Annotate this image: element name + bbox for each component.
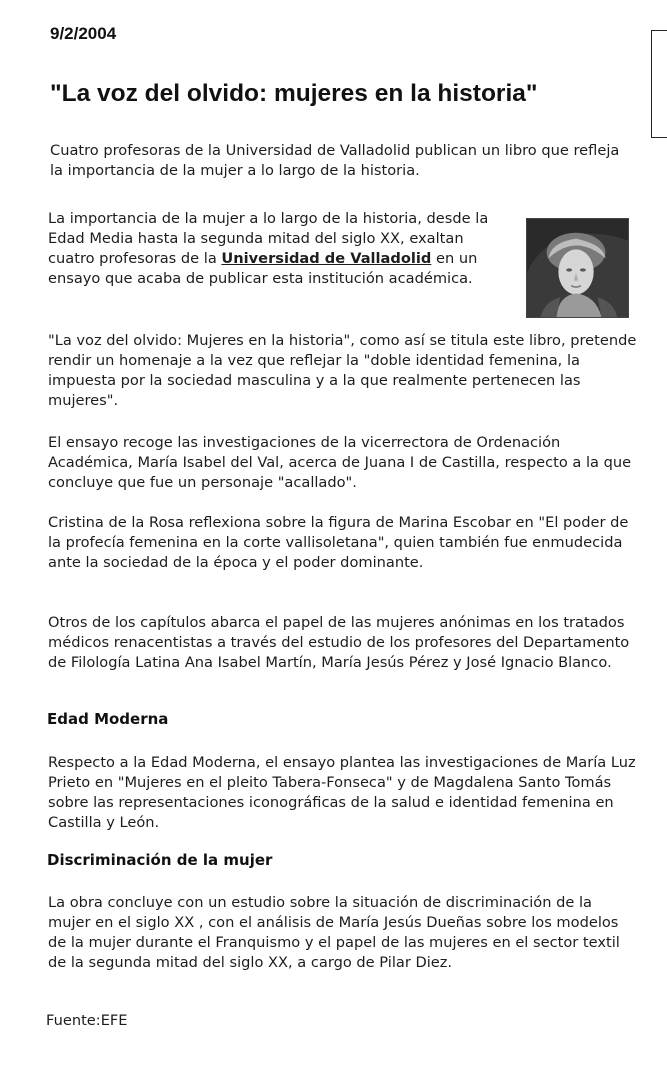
heading-edad-moderna: Edad Moderna xyxy=(47,710,169,728)
paragraph-marina-escobar: Cristina de la Rosa reflexiona sobre la figura de Marina Escobar en "El poder de la profecía femenina en la corte vallisoletana", quien también fue enmudecida ante la sociedad de la época y el poder dominante. xyxy=(48,514,629,571)
heading-discriminacion: Discriminación de la mujer xyxy=(47,851,273,869)
article-source: Fuente:EFE xyxy=(46,1012,128,1029)
paragraph-juana: El ensayo recoge las investigaciones de la vicerrectora de Ordenación Académica, María Isabel del Val, acerca de Juana I de Castilla, respecto a la que concluye que fue un personaje "acallado". xyxy=(48,434,632,491)
paragraph-edad-moderna: Respecto a la Edad Moderna, el ensayo plantea las investigaciones de María Luz Prieto en "Mujeres en el pleito Tabera-Fonseca" y de Magdalena Santo Tomás sobre las representaciones iconográficas de la salud e identidad femenina en Castilla y León. xyxy=(48,754,636,831)
intro-text-end: en un ensayo que acaba de publicar esta institución académica. xyxy=(48,250,478,287)
intro-paragraph xyxy=(48,209,503,289)
article-title: "La voz del olvido: mujeres en la historia" xyxy=(50,80,538,107)
article-date: 9/2/2004 xyxy=(50,24,117,43)
paragraph-tratados-medicos: Otros de los capítulos abarca el papel de las mujeres anónimas en los tratados médicos renacentistas a través del estudio de los profesores del Departamento de Filología Latina Ana Isabel Martín, María Jesús Pérez y José Ignacio Blanco. xyxy=(48,614,630,671)
renaissance-woman-portrait-icon xyxy=(527,219,628,317)
page-edge-frame xyxy=(651,30,667,138)
article-lead: Cuatro profesoras de la Universidad de Valladolid publican un libro que refleja la importancia de la mujer a lo largo de la historia. xyxy=(50,142,620,179)
intro-text-start: La importancia de la mujer a lo largo de la historia, desde la Edad Media hasta la segunda mitad del siglo XX, exaltan cuatro profesoras de la xyxy=(48,210,489,267)
university-link[interactable]: Universidad de Valladolid xyxy=(221,250,432,267)
paragraph-title-book: "La voz del olvido: Mujeres en la historia", como así se titula este libro, pretende rendir un homenaje a la vez que reflejar la "doble identidad femenina, la impuesta por la sociedad masculina y a la que realmente pertenecen las mujeres". xyxy=(48,332,637,409)
paragraph-discriminacion: La obra concluye con un estudio sobre la situación de discriminación de la mujer en el siglo XX , con el análisis de María Jesús Dueñas sobre los modelos de la mujer durante el Franquismo y el papel de las mujeres en el sector textil de la segunda mitad del siglo XX, a cargo de Pilar Diez. xyxy=(48,894,620,971)
portrait-image xyxy=(526,218,629,318)
